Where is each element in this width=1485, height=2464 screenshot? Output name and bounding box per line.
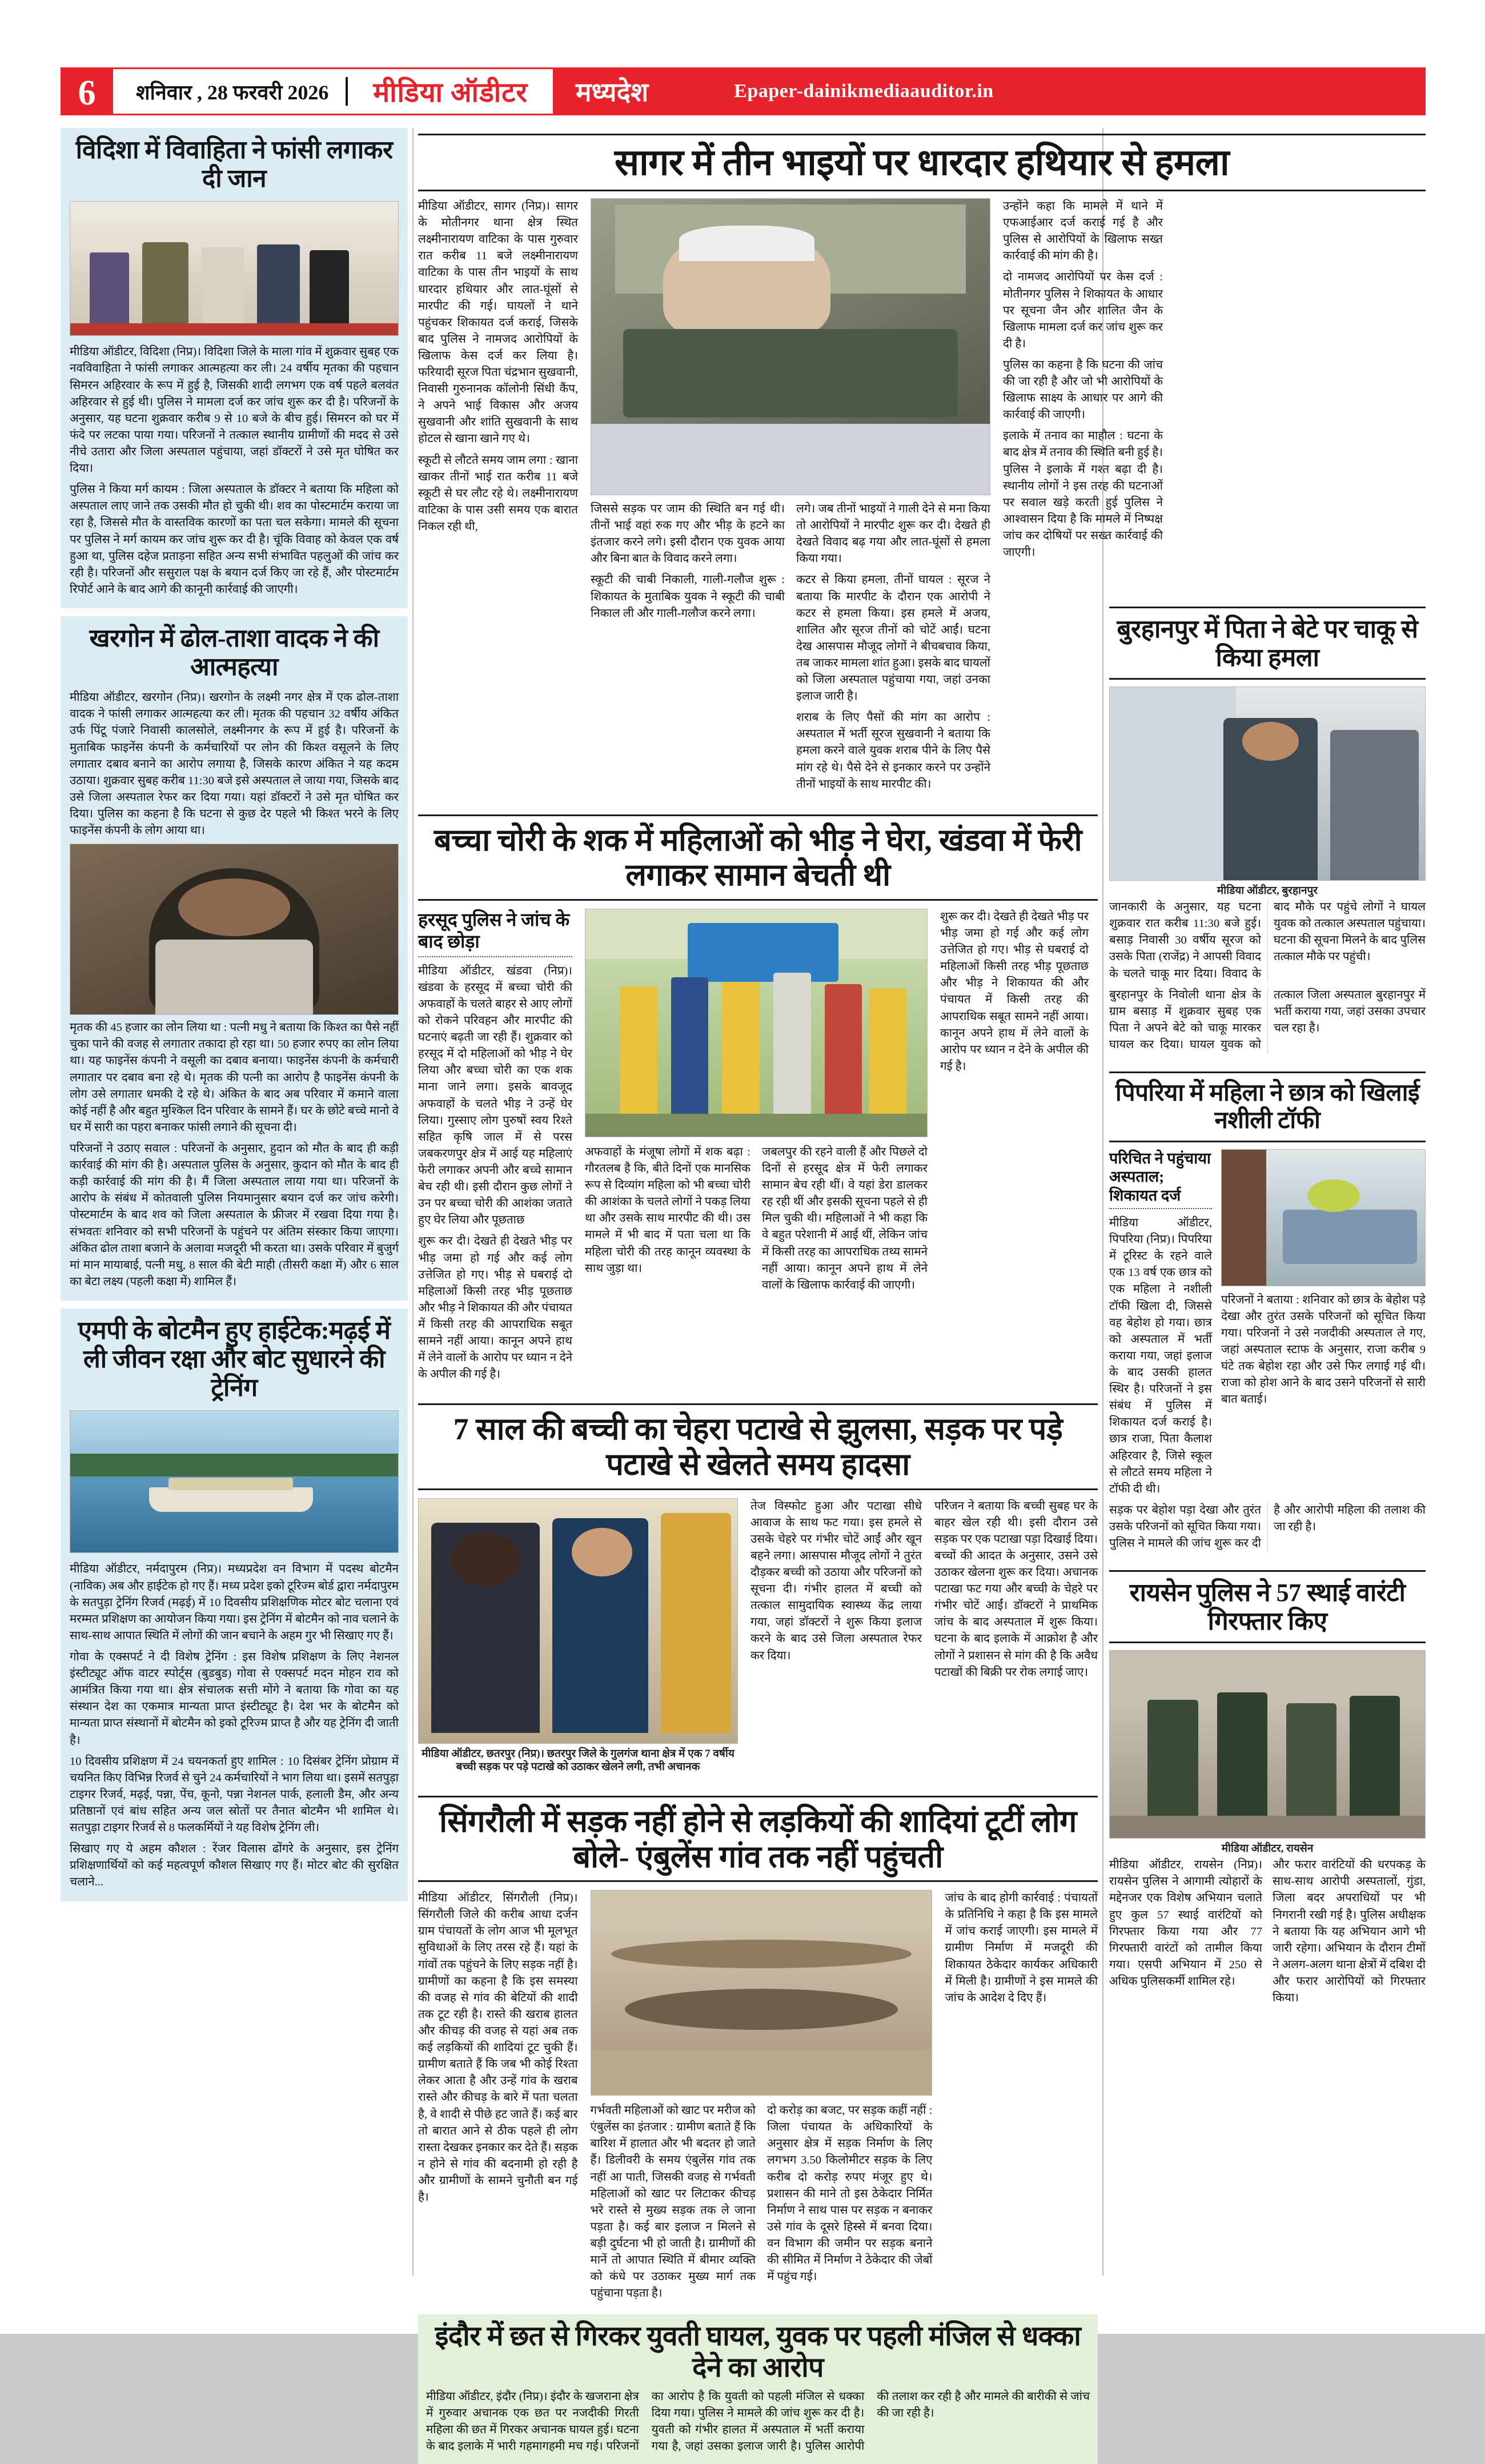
body-boatman-2: गोवा के एक्सपर्ट ने दी विशेष ट्रेनिंग : इस विशेष प्रशिक्षण के लिए नेशनल इंस्टीट्यूट ऑफ वाटर स्पोर्ट्स (बुडबुड) गोवा से एक्सपर्ट मदन मोहन राव को आमंत्रित किया गया था। क्षेत्र संचालक सत्ती मोंगे ने बताया कि गोवा का यह संस्थान देश का एकमात्र मान्यता प्राप्त इंस्टीट्यूट है। देश भर के बोटमैन को मान्यता प्राप्त संस्थानों में बोटमैन को इको टूरिज्म प्राप्त है और यह ट्रेनिंग दी जाती है। bbox=[70, 1651, 399, 1747]
body-burhanpur-1: जानकारी के अनुसार, यह घटना शुक्रवार रात करीब 11:30 बजे हुई। बसाड़ निवासी 30 वर्षीय सूरज को उसके पिता (राजेंद्र) ने आपसी विवाद के चलते चाकू मार दिया। विवाद के बाद मौके पर पहुंचे लोगों ने घायल युवक को तत्काल अस्पताल पहुंचाया। घटना की सूचना मिलने के बाद पुलिस तत्काल मौके पर पहुंची। bbox=[1109, 901, 1426, 980]
left-column bbox=[61, 128, 408, 1901]
lead-body-4d: इलाके में तनाव का माहौल : घटना के बाद क्षेत्र में तनाव की स्थिति बनी हुई है। पुलिस ने इलाके में गश्त बढ़ा दी है। स्थानीय लोगों ने इस तरह की घटनाओं पर सवाल खड़े करती हुई पुलिस ने आश्वासन दिया है कि मामले में निष्पक्ष जांच कर दोषियों पर सख्त कार्रवाई की जाएगी। bbox=[1003, 430, 1163, 559]
headline-singrauli: सिंगरौली में सड़क नहीं होने से लड़कियों की शादियां टूटीं लोग बोले- एंबुलेंस गांव तक नहीं पहुंचती bbox=[439, 1804, 1077, 1874]
photo-khargone bbox=[70, 844, 399, 1015]
lead-col-2 bbox=[591, 198, 990, 793]
body-burhanpur-2: बुरहानपुर के निवोली थाना क्षेत्र के ग्राम बसाड़ में शुक्रवार सुबह एक पिता ने अपने बेटे को चाकू मारकर घायल कर दिया। घायल युवक को तत्काल जिला अस्पताल बुरहानपुर में भर्ती कराया गया, जहां उसका उपचार चल रहा है। bbox=[1109, 988, 1426, 1051]
brand-name: मीडिया ऑडीटर bbox=[373, 77, 528, 108]
body-chhatarpur-2: परिजन ने बताया कि बच्ची सुबह घर के बाहर खेल रही थी। इसी दौरान उसे सड़क पर एक पटाखा पड़ा दिखाई दिया। बच्चों की आदत के अनुसार, उसने उसे उठाकर खेलना शुरू कर दिया। अचानक पटाखा फट गया और बच्ची के चेहरे पर गंभीर चोटें आईं। डॉक्टरों ने प्राथमिक जांच के बाद अस्पताल में शुरू किया। घटना के बाद इलाके में आक्रोश है और लोगों ने प्रशासन से मांग की है कि अवैध पटाखों की बिक्री पर रोक लगाई जाए। bbox=[934, 1499, 1098, 1679]
body-vidisha-2: पुलिस ने किया मर्ग कायम : जिला अस्पताल के डॉक्टर ने बताया कि महिला को अस्पताल लाए जाने तक उसकी मौत हो चुकी थी। शव का पोस्टमार्टम कराया जा रहा है, जिससे मौत के वास्तविक कारणों का पता चल सकेगा। मामले की सूचना पर पुलिस ने मर्ग कायम कर जांच शुरू कर दी है। चूंकि विवाह को केवल एक वर्ष हुआ था, पुलिस दहेज प्रताड़ना सहित अन्य सभी संभावित पहलुओं की जांच कर रही है। परिजनों और ससुराल पक्ष के बयान दर्ज किए जा रहे हैं, और पोस्टमार्टम रिपोर्ट आने के बाद आगे की कानूनी कार्रवाई की जाएगी। bbox=[70, 483, 399, 596]
lead-body-4b: दो नामजद आरोपियों पर केस दर्ज : मोतीनगर पुलिस ने शिकायत के आधार पर सूचना जैन और शालित जैन के खिलाफ मामला दर्ज कर जांच शुरू कर दी है। bbox=[1003, 271, 1163, 350]
headline-burhanpur: बुरहानपुर में पिता ने बेटे पर चाकू से किया हमला bbox=[1117, 615, 1418, 672]
photo-vidisha bbox=[70, 201, 399, 336]
publication-date: शनिवार , 28 फरवरी 2026 bbox=[136, 81, 329, 104]
photo-chhatarpur bbox=[418, 1498, 738, 1744]
khandwa-col-1 bbox=[418, 909, 572, 1383]
body-khargone-1: मीडिया ऑडीटर, खरगोन (निप्र)। खरगोन के लक्ष्मी नगर क्षेत्र में एक ढोल-ताशा वादक ने फांसी लगाकर आत्महत्या कर ली। मृतक की पहचान 32 वर्षीय अंकित उर्फ पिंटू पंजारे निवासी कालसोले, लक्ष्मीनगर के रूप में हुई है। परिजनों के मुताबिक फाइनेंस कंपनी के कर्मचारियों पर लोन की किश्त वसूलने के लिए लगातार दबाव बनाने का आरोप लगाया है, जिसके कारण अंकित ने यह कदम उठाया। शुक्रवार सुबह करीब 11:30 बजे इसे अस्पताल ले जाया गया, जिसके बाद उसे जिला अस्पताल रेफर कर दिया गया। यहां डॉक्टरों ने उसे मृत घोषित कर दिया। पुलिस का कहना है कि घटना से कुछ देर पहले भी किश्त भरने के लिए फाइनेंस कंपनी के लोग आया था। bbox=[70, 691, 399, 837]
headline-boatman: एमपी के बोटमैन हुए हाईटेक:मढ़ई में ली जीवन रक्षा और बोट सुधारने की ट्रेनिंग bbox=[78, 1317, 391, 1402]
headline-pipariya: पिपरिया में महिला ने छात्र को खिलाई नशीली टॉफी bbox=[1115, 1080, 1420, 1134]
photo-lead bbox=[591, 198, 990, 495]
story-vidisha bbox=[61, 128, 408, 608]
body-vidisha-1: मीडिया ऑडीटर, विदिशा (निप्र)। विदिशा जिले के माला गांव में शुक्रवार सुबह एक नवविवाहिता ने फांसी लगाकर आत्महत्या कर ली। 24 वर्षीय मृतका की पहचान सिमरन अहिरवार के रूप में हुई है, जिसकी शादी लगभग एक वर्ष पहले बलवंत अहिरवार से हुई थी। पुलिस ने मामला दर्ज कर जांच शुरू कर दी है। परिजनों के अनुसार, यह घटना शुक्रवार करीब 9 से 10 बजे के बीच हुई। सिमरन को घर में फंदे पर लटका पाया गया। परिजनों ने तत्काल स्थानीय ग्रामीणों की मदद से उसे नीचे उतारा और जिला अस्पताल पहुंचाया, जहां डॉक्टरों ने उसे मृत घोषित कर दिया। bbox=[70, 346, 399, 475]
body-khandwa-4: जबलपुर की रहने वाली हैं और पिछले दो दिनों से हरसूद क्षेत्र में फेरी लगाकर सामान बेच रही थीं। वे यहां डेरा डालकर रह रही थीं और इसकी सूचना पहले से ही मिल चुकी थी। महिलाओं ने भी कहा कि वे बहुत परेशानी में आई थीं, लेकिन जांच में किसी तरह का आपराधिक तथ्य सामने नहीं आया। कानून अपने हाथ में लेने वालों के खिलाफ कार्रवाई की जाएगी। bbox=[762, 1145, 928, 1291]
story-raisen bbox=[1109, 1579, 1426, 2006]
story-pipariya bbox=[1109, 1080, 1426, 1552]
subhead-pipariya: परिचित ने पहुंचाया अस्पताल; शिकायत दर्ज bbox=[1109, 1149, 1212, 1209]
body-khargone-3: परिजनों ने उठाए सवाल : परिजनों के अनुसार, हुदान को मौत के बाद ही कड़ी कार्रवाई की मांग की है। अस्पताल पुलिस के अनुसार, कुदान को मौत के बाद ही कड़ी कार्रवाई की मांग की है। मैं जिला अस्पताल लाया गया था। परिजनों के आरोप के संबंध में कोतवाली पुलिस नियमानुसार बयान दर्ज कर जांच करेगी। पोस्टमार्टम के बाद शव को जिला अस्पताल के फ्रीजर में रखवा दिया गया है। संभवतः शनिवार को सभी परिजनों के पहुंचने पर अंतिम संस्कार किया जाएगा। अंकित ढोल ताशा बजाने के अलावा मजदूरी भी करता था। उसके परिवार में बुजुर्ग मां मान मायाबाई, पत्नी मधु, 8 साल की बेटी माही (तीसरी कक्षा में) और 6 साल का बेटा लक्ष्य (पहली कक्षा में) शामिल हैं। bbox=[70, 1142, 399, 1288]
masthead-right bbox=[553, 69, 1426, 114]
headline-raisen: रायसेन पुलिस ने 57 स्थाई वारंटी गिरफ्तार किए bbox=[1129, 1579, 1406, 1636]
lead-col-1 bbox=[418, 198, 578, 793]
photo-boatman bbox=[70, 1410, 399, 1553]
edition-region: मध्यदेश bbox=[575, 78, 649, 107]
lead-body-1b: स्कूटी से लौटते समय जाम लगा : खाना खाकर तीनों भाई रात करीब 11 बजे स्कूटी से घर लौट रहे थे। लक्ष्मीनारायण वाटिका के पास उसी समय एक बारात निकल रही थी, bbox=[418, 454, 578, 533]
right-column bbox=[1109, 128, 1426, 2006]
lead-body-2b: स्कूटी की चाबी निकाली, गाली-गलौज शुरू : शिकायत के मुताबिक युवक ने स्कूटी की चाबी निकाल ली और गाली-गलौज करने लगा। bbox=[591, 573, 785, 620]
photo-burhanpur bbox=[1109, 687, 1426, 881]
masthead bbox=[61, 67, 1426, 115]
headline-indore: इंदौर में छत से गिरकर युवती घायल, युवक पर पहली मंजिल से धक्का देने का आरोप bbox=[435, 2321, 1081, 2383]
body-boatman-1: मीडिया ऑडीटर, नर्मदापुरम (निप्र)। मध्यप्रदेश वन विभाग में पदस्थ बोटमैन (नाविक) अब और हाईटेक हो गए हैं। मध्य प्रदेश इको टूरिज्म बोर्ड द्वारा नर्मदापुरम के सतपुड़ा ट्रेनिंग रिजर्व (मढ़ई) में 10 दिवसीय प्रशिक्षणिक मोटर बोट चलाना एवं मरम्मत प्रशिक्षण का आयोजन किया गया। इस ट्रेनिंग में बोटमैन को नाव चलाने के साथ-साथ आपात स्थिति में लोगों की जान बचाने के अहम गुर भी सिखाए गए हैं। bbox=[70, 1563, 399, 1642]
subhead-khandwa: हरसूद पुलिस ने जांच के बाद छोड़ा bbox=[418, 909, 572, 957]
body-chhatarpur-1: तेज विस्फोट हुआ और पटाखा सीधे आवाज के साथ फट गया। इस हमले से उसके चेहरे पर गंभीर चोटें आईं और खून बहने लगा। आसपास मौजूद लोगों ने तुरंत दौड़कर बच्ची को उठाया और परिजनों को सूचना दी। गंभीर हालत में बच्ची को तत्काल सामुदायिक स्वास्थ्य केंद्र लाया गया, जहां डॉक्टरों ने शुरू किया इलाज करने के बाद उसे जिला अस्पताल रेफर कर दिया। bbox=[750, 1499, 922, 1662]
body-boatman-4: सिखाए गए ये अहम कौशल : रेंजर विलास ढोंगरे के अनुसार, इस ट्रेनिंग प्रशिक्षणार्थियों को कई महत्वपूर्ण कौशल सिखाए गए हैं। मोटर बोट की सुरक्षित चलाने... bbox=[70, 1843, 399, 1889]
story-chhatarpur bbox=[418, 1412, 1098, 1775]
story-burhanpur bbox=[1109, 615, 1426, 1053]
lead-body-2: जिससे सड़क पर जाम की स्थिति बन गई थी। तीनों भाई वहां रुक गए और भीड़ के हटने का इंतजार करने लगे। इसी दौरान एक युवक आया और बिना बात के विवाद करने लगा। bbox=[591, 502, 785, 565]
photo-raisen bbox=[1109, 1650, 1426, 1839]
photo-singrauli bbox=[591, 1890, 933, 2096]
body-indore: मीडिया ऑडीटर, इंदौर (निप्र)। इंदौर के खजराना क्षेत्र में गुरुवार अचानक एक छत पर नजदीकी गिरती महिला की छत में गिरकर अचानक घायल हुई। घटना के बाद इलाके में भारी गहमागहमी मच गई। परिजनों का आरोप है कि युवती को पहली मंजिल से धक्का दिया गया। पुलिस ने मामले की जांच शुरू कर दी है। युवती को गंभीर हालत में अस्पताल में भर्ती कराया गया है, जहां उसका इलाज जारी है। पुलिस आरोपी की तलाश कर रही है और मामले की बारीकी से जांच की जा रही है। bbox=[426, 2390, 1090, 2453]
body-pipariya-2: परिजनों ने बताया : शनिवार को छात्र के बेहोश पड़े देखा और तुरंत उसके परिजनों को सूचित किया गया। परिजनों ने उसे नजदीकी अस्पताल ले गए, जहां अस्पताल स्टाफ के अनुसार, राजा करीब 9 घंटे तक बेहोश रहा और उसे फिर लगाई गई थी। राजा को होश आने के बाद उसने परिजनों से सारी बात बताई। bbox=[1221, 1293, 1426, 1406]
body-singrauli-2: गर्भवती महिलाओं को खाट पर मरीज को एंबुलेंस का इंतजार : ग्रामीण बताते हैं कि बारिश में हालात और भी बदतर हो जाते हैं। डिलीवरी के समय एंबुलेंस गांव तक नहीं आ पाती, जिसकी वजह से गर्भवती महिलाओं को खाट पर लिटाकर कीचड़ भरे रास्ते से मुख्य सड़क तक ले जाना पड़ता है। कई बार इलाज न मिलने से बड़ी दुर्घटना भी हो जाती है। ग्रामीणों की मानें तो आपात स्थिति में बीमार व्यक्ति को कंधे पर उठाकर मुख्य मार्ग तक पहुंचाना पड़ता है। bbox=[590, 2104, 756, 2300]
epaper-url[interactable]: Epaper-dainikmediaauditor.in bbox=[734, 81, 994, 102]
headline-khargone: खरगोन में ढोल-ताशा वादक ने की आत्महत्या bbox=[89, 624, 379, 681]
lead-body-4c: पुलिस का कहना है कि घटना की जांच की जा रही है और जो भी आरोपियों के खिलाफ साक्ष्य के आधार पर आगे की कार्रवाई की जाएगी। bbox=[1003, 358, 1163, 422]
body-raisen-1: मीडिया ऑडीटर, रायसेन (निप्र)। रायसेन पुलिस ने आगामी त्योहारों के मद्देनजर एक विशेष अभियान चलाते हुए कुल 57 स्थाई वारंटियों को गिरफ्तार किया गया और 77 गिरफ्तारी वारंटों को तामील किया गया। एसपी अभियान में 250 से अधिक पुलिसकर्मी शामिल रहे। bbox=[1109, 1859, 1262, 1988]
page-number: 6 bbox=[61, 69, 113, 114]
lead-body-3c: शराब के लिए पैसों की मांग का आरोप : अस्पताल में भर्ती सूरज सुखवानी ने बताया कि हमला करने वाले युवक शराब पीने के लिए पैसे मांग रहे थे। पैसे देने से इनकार करने पर उन्होंने तीनों भाइयों के साथ मारपीट की। bbox=[796, 711, 990, 790]
body-raisen-2: और फरार वारंटियों की धरपकड़ के साथ-साथ आरोपी अस्पतालों, गुंडा, जिला बदर अपराधियों पर भी निगरानी रखी गई है। पुलिस अधीक्षक ने बताया कि यह अभियान आगे भी जारी रहेगा। अभियान के दौरान टीमों ने अलग-अलग थाना क्षेत्रों में दबिश दी और फरार आरोपियों को गिरफ्तार किया। bbox=[1273, 1859, 1426, 2005]
story-khargone bbox=[61, 616, 408, 1301]
story-khandwa bbox=[418, 823, 1098, 1383]
body-khargone-2: मृतक की 45 हजार का लोन लिया था : पत्नी मधु ने बताया कि किश्त का पैसे नहीं चुका पाने की वजह से लगातार तकादा हो रहा था। 50 हजार रुपए का लोन लिया था। यह फाइनेंस कंपनी ने वसूली का दबाव बनाया। फाइनेंस कंपनी के कर्मचारी लगातार पर दबाव बना रहे थे। मृतक की पत्नी का आरोप है फाइनेंस कंपनी के लोग उसे लगातार धमकी दे रहे थे। अंकित के बाद अब परिवार में कमाने वाला कोई नहीं है और बहुत मुश्किल दिन परिवार के सामने हैं। घर के छोटे बच्चे मानो वे घर में सारी का पहरा बनाकर फांसी लगाने की सूचना दी। bbox=[70, 1021, 399, 1134]
headline-khandwa: बच्चा चोरी के शक में महिलाओं को भीड़ ने घेरा, खंडवा में फेरी लगाकर सामान बेचती थी bbox=[434, 822, 1082, 893]
story-indore bbox=[418, 2314, 1098, 2464]
lead-body-3b: कटर से किया हमला, तीनों घायल : सूरज ने बताया कि मारपीट के दौरान एक आरोपी ने कटर से हमला किया। इस हमले में अजय, शालित और सूरज तीनों को चोटें आईं। घटना देख आसपास मौजूद लोगों ने बीचबचाव किया, तब जाकर मामला शांत हुआ। इसके बाद घायलों को जिला अस्पताल पहुंचाया गया, जहां उनका इलाज जारी है। bbox=[796, 573, 990, 703]
body-singrauli-3: दो करोड़ का बजट, पर सड़क कहीं नहीं : जिला पंचायत के अधिकारियों के अनुसार क्षेत्र में सड़क निर्माण के लिए लगभग 3.50 किलोमीटर सड़क के लिए करीब दो करोड़ रुपए मंजूर हुए थे। प्रशासन की माने तो इस ठेकेदार निर्मित निर्माण ने साथ पास पर सड़क न बनाकर उसे गांव के दूसरे हिस्से में बनवा दिया। वन विभाग की जमीन पर सड़क बनाने की सीमित में निर्माण ने ठेकेदार की जेबों में पहुंच गई। bbox=[767, 2104, 933, 2284]
caption-burhanpur: मीडिया ऑडीटर, बुरहानपुर bbox=[1217, 885, 1318, 897]
headline-vidisha: विदिशा में विवाहिता ने फांसी लगाकर दी जान bbox=[75, 136, 393, 193]
body-singrauli-4: जांच के बाद होगी कार्रवाई : पंचायतों के प्रतिनिधि ने कहा है कि इस मामले में जांच कराई जाएगी। इस मामले में ग्रामीण निर्माण में मजदूरी की शिकायत ठेकेदार कार्यकर अधिकारी में मिली है। ग्रामीणों ने इस मामले की जांच के आदेश दे दिए हैं। bbox=[945, 1892, 1098, 2004]
lead-body-3a: लगे। जब तीनों भाइयों ने गाली देने से मना किया तो आरोपियों ने मारपीट शुरू कर दी। देखते ही देखते विवाद बढ़ गया और लात-घूंसों से हमला किया गया। bbox=[796, 502, 990, 565]
singrauli-photo-wrap bbox=[591, 1890, 933, 2302]
story-singrauli bbox=[418, 1804, 1098, 2302]
body-boatman-3: 10 दिवसीय प्रशिक्षण में 24 चयनकर्ता हुए शामिल : 10 दिसंबर ट्रेनिंग प्रोग्राम में चयनित किए विभिन्न रिजर्व से चुने 24 कर्मचारियों ने भाग लिया था। इसमें सतपुड़ा टाइगर रिजर्व, मढ़ई, पन्ना, पेंच, कूनो, पन्ना नेशनल पार्क, हलाली डैम, और अन्य प्रतिष्ठानों एवं बांध सहित अन्य जल स्रोतों पर तैनात बोटमैन भी शामिल थे। सतपुड़ा टाइगर रिजर्व से 8 फलकर्मियों ने यह विशेष ट्रेनिंग ली। bbox=[70, 1755, 399, 1835]
caption-raisen: मीडिया ऑडीटर, रायसेन bbox=[1221, 1843, 1314, 1855]
headline-lead: सागर में तीन भाइयों पर धारदार हथियार से हमला bbox=[614, 142, 1230, 183]
body-pipariya-1: मीडिया ऑडीटर, पिपरिया (निप्र)। पिपरिया में टूरिस्ट के रहने वाले एक 13 वर्ष एक छात्र को एक महिला ने नशीली टॉफी खिला दी, जिससे वह बेहोश हो गया। छात्र को अस्पताल में भर्ती कराया गया, जहां इलाज के बाद उसकी हालत स्थिर है। परिजनों ने इस संबंध में पुलिस में शिकायत दर्ज कराई है। छात्र राजा, पिता कैलाश अहिरवार है, जिसे स्कूल से लौटते समय महिला ने टॉफी दी थी। bbox=[1109, 1216, 1212, 1495]
khandwa-photo-wrap bbox=[585, 909, 928, 1383]
chhatarpur-photo-wrap bbox=[418, 1498, 738, 1776]
lead-body-1: मीडिया ऑडीटर, सागर (निप्र)। सागर के मोतीनगर थाना क्षेत्र स्थित लक्ष्मीनारायण वाटिका के पास गुरुवार रात करीब 11 बजे लक्ष्मीनारायण वाटिका के पास तीन भाइयों के साथ धारदार हथियार और लात-घूंसों से मारपीट की गई। घायलों ने थाने पहुंचकर शिकायत दर्ज कराई, जिसके बाद पुलिस ने नामजद आरोपियों के खिलाफ केस दर्ज कर लिया है। फरियादी सूरज पिता चंद्रभान सुखवानी, निवासी गुरुनानक कॉलोनी सिंधी कैंप, ने अपने भाई विकास और अजय सुखवानी और शांति सुखवानी के साथ होटल से खाना खाने गए थे। bbox=[418, 199, 578, 446]
photo-pipariya bbox=[1221, 1149, 1426, 1286]
story-boatman bbox=[61, 1309, 408, 1901]
lead-body-4a: उन्होंने कहा कि मामले में थाने में एफआईआर दर्ज कराई गई है और पुलिस से आरोपियों के खिलाफ सख्त कार्रवाई की मांग की है। bbox=[1003, 199, 1163, 263]
body-singrauli-1: मीडिया ऑडीटर, सिंगरौली (निप्र)। सिंगरौली जिले की करीब आधा दर्जन ग्राम पंचायतों के लोग आज भी मूलभूत सुविधाओं के लिए तरस रहे हैं। यहां के गांवों तक पहुंचने के लिए सड़क नहीं है। ग्रामीणों का कहना है कि इस समस्या की वजह से गांव की बेटियों की शादी तक टूट रही है। रास्ते की खराब हालत और कीचड़ की वजह से यहां अब तक कई लड़कियों की शादियां टूट चुकी हैं। ग्रामीण बताते हैं कि जब भी कोई रिश्ता लेकर आता है और उन्हें गांव के खराब रास्ते और कीचड़ के बारे में पता चलता है, वे शादी से पीछे हट जाते हैं। कई बार तो बारात आने से ठीक पहले ही लोग रास्ता देखकर इनकार कर देते हैं। सड़क न होने से गांव की बदनामी हो रही है और ग्रामीणों के सामने चुनौती बन गई है। bbox=[418, 1892, 578, 2204]
body-pipariya-3: सड़क पर बेहोश पड़ा देखा और तुरंत उसके परिजनों को सूचित किया गया। पुलिस ने मामले की जांच शुरू कर दी है और आरोपी महिला की तलाश की जा रही है। bbox=[1109, 1503, 1426, 1550]
body-khandwa-1: मीडिया ऑडीटर, खंडवा (निप्र)। खंडवा के हरसूद में बच्चा चोरी की अफवाहों के चलते बाहर से आए लोगों को रोकने परिवहन और मारपीट की घटनाएं बढ़ती जा रही हैं। शुक्रवार को हरसूद में दो महिलाओं को भीड़ ने घेर लिया और बच्चा चोरी का एक शक माना जाने लगा। इसके बावजूद अफवाहों के चलते भीड़ ने उन्हें घेर लिया। गुस्साए लोग पुरुषों स्वय रिश्ते सहित कृषि जाल में से परस जबकरणपुर क्षेत्र में आई यह महिलाएं फेरी लगाकर अपनी और बच्चे सामान बेच रही थी। इसी दौरान कुछ लोगों ने उन पर बच्चा चोरी की आशंका जताते हुए घेर लिया और पूछताछ bbox=[418, 964, 572, 1227]
column-rule-1 bbox=[412, 128, 414, 2276]
body-khandwa-5: शुरू कर दी। देखते ही देखते भीड़ पर भीड़ जमा हो गई और कई लोग उत्तेजित हो गए। भीड़ से घबराई दो महिलाओं किसी तरह भीड़ पूछताछ और भीड़ ने शिकायत की और पंचायत में किसी तरह की आपराधिक सबूत सामने नहीं आया। कानून अपने हाथ में लेने वालों के आरोप पर ध्यान न देने के अपील की गई है। bbox=[940, 910, 1089, 1073]
body-khandwa-2: शुरू कर दी। देखते ही देखते भीड़ पर भीड़ जमा हो गई और कई लोग उत्तेजित हो गए। भीड़ से घबराई दो महिलाओं किसी तरह भीड़ पूछताछ और भीड़ ने शिकायत की और पंचायत में किसी तरह की आपराधिक सबूत सामने नहीं आया। कानून अपने हाथ में लेने वालों के आरोप पर ध्यान न देने के अपील की गई है। bbox=[418, 1235, 573, 1381]
caption-chhatarpur: मीडिया ऑडीटर, छतरपुर (निप्र)। छतरपुर जिले के गुलगंज थाना क्षेत्र में एक 7 वर्षीय बच्ची सड़क पर पड़े पटाखे को उठाकर खेलने लगी, तभी अचानक bbox=[422, 1747, 735, 1773]
photo-khandwa bbox=[585, 909, 928, 1137]
headline-chhatarpur: 7 साल की बच्ची का चेहरा पटाखे से झुलसा, सड़क पर पड़े पटाखे से खेलते समय हादसा bbox=[453, 1412, 1063, 1482]
body-khandwa-3: अफवाहों के मंजूषा लोगों में शक बढ़ा : गौरतलब है कि, बीते दिनों एक मानसिक रूप से दिव्यांग महिला को भी बच्चा चोरी की आशंका के चलते लोगों ने पकड़ लिया था और उसके साथ मारपीट की थी। उस मामले में भी बाद में पता चला था कि महिला चोरी की तरह कानून व्यवस्था के साथ जुड़ा था। bbox=[585, 1145, 750, 1275]
